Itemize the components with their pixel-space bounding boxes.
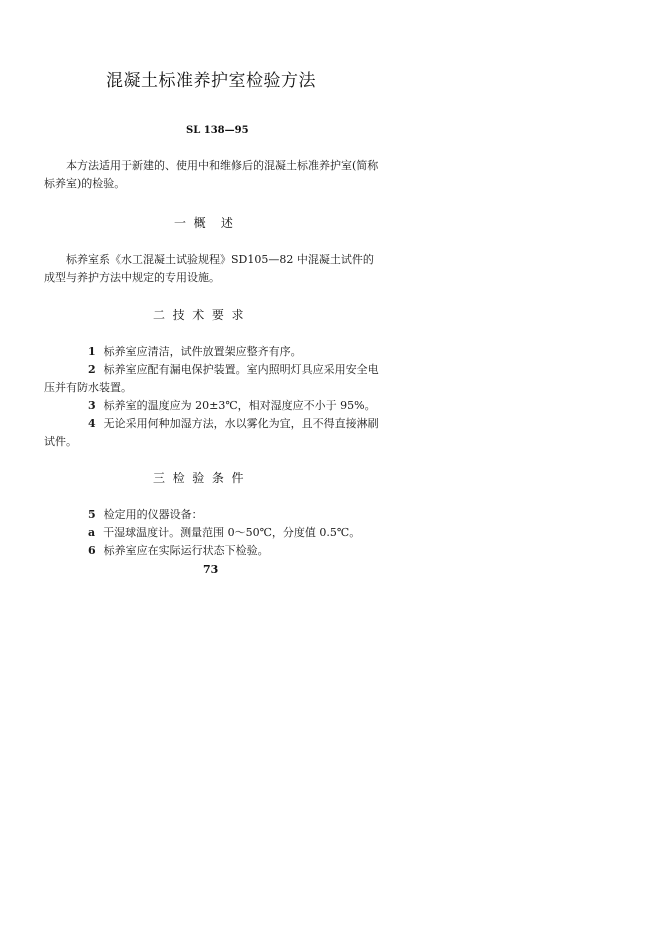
item-text: 无论采用何种加湿方法，水以雾化为宜，且不得直接淋刷试件。 [44,417,379,448]
item-number: 6 [88,544,96,557]
document-title: 混凝土标准养护室检验方法 [106,71,316,91]
intro-paragraph: 本方法适用于新建的、使用中和维修后的混凝土标准养护室(简称标养室)的检验。 [44,159,379,190]
item-number: 1 [88,345,96,358]
page-number: 73 [203,563,219,576]
item-text: 标养室应在实际运行状态下检验。 [103,544,269,557]
item-text: 标养室应清洁，试件放置架应整齐有序。 [103,345,302,358]
list-item [44,542,380,560]
item-text: 标养室应配有漏电保护装置。室内照明灯具应采用安全电压并有防水装置。 [44,363,379,394]
item-number: 4 [88,417,96,430]
section2-list [44,343,380,451]
item-text: 标养室的温度应为 20±3℃，相对湿度应不小于 95%。 [103,399,376,412]
list-item [44,343,380,361]
item-number: a [88,526,96,539]
section2-heading: 二 技 术 要 求 [153,308,244,322]
item-text: 干湿球温度计。测量范围 0～50℃，分度值 0.5℃。 [103,526,361,539]
section1-heading: 一 概 述 [174,216,233,230]
section3-heading: 三 检 验 条 件 [153,471,244,485]
list-item [44,415,380,451]
item-number: 2 [88,363,96,376]
item-text: 检定用的仪器设备： [103,508,203,521]
item-number: 3 [88,399,96,412]
section3-list [44,506,380,560]
list-item [44,506,380,524]
standard-code: SL 138—95 [186,125,249,136]
list-item [44,397,380,415]
item-number: 5 [88,508,96,521]
list-item [44,361,380,397]
list-item [44,524,380,542]
section1-body: 标养室系《水工混凝土试验规程》SD105—82 中混凝土试件的成型与养护方法中规定的专用设施。 [44,253,374,284]
